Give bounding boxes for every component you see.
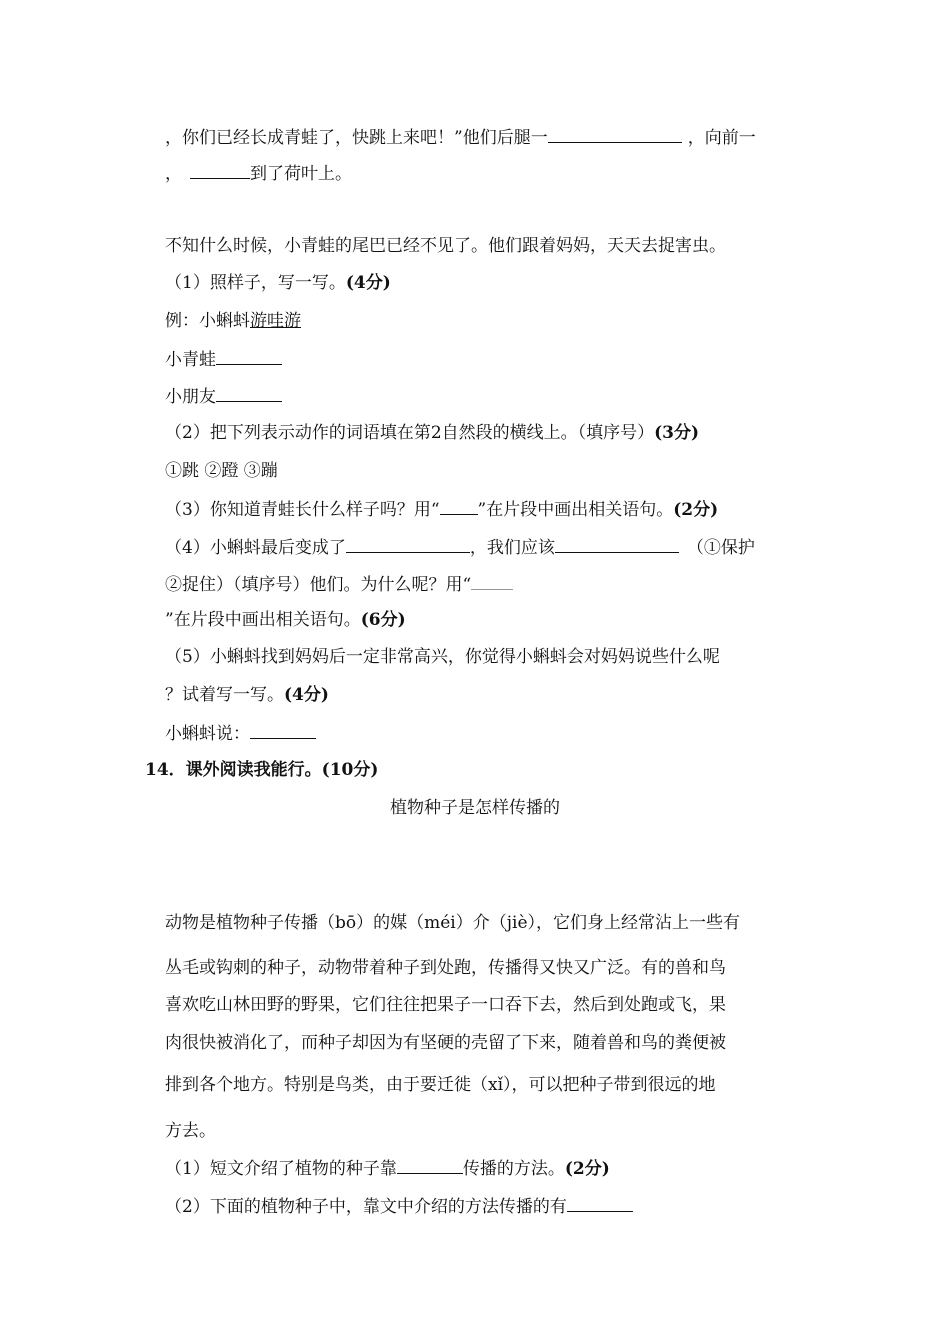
answer-blank[interactable] <box>190 160 250 179</box>
answer-blank[interactable] <box>250 720 316 739</box>
article-line-5: 排到各个地方。特别是鸟类，由于要迁徙（xǐ），可以把种子带到很远的地 <box>165 1075 716 1095</box>
score: (2分) <box>564 1159 610 1179</box>
fill-line-say <box>165 720 316 746</box>
fill-line-frog <box>165 346 282 372</box>
question-14-2 <box>165 1193 633 1219</box>
question-text: （4）小蝌蚪最后变成了 <box>165 538 346 558</box>
options-line <box>165 459 278 483</box>
article-line-1: 动物是植物种子传播（bō）的媒（méi）介（jiè），它们身上经常沾上一些有 <box>165 913 741 933</box>
answer-blank[interactable] <box>216 383 282 402</box>
question-13-4 <box>165 534 755 560</box>
item-label: 小朋友 <box>165 387 216 407</box>
score: (10分) <box>321 760 379 780</box>
answer-blank[interactable] <box>216 346 282 365</box>
example-answer: 游哇游 <box>250 311 301 331</box>
question-text: ②捉住）（填序号）他们。为什么呢？用“ <box>165 575 472 595</box>
question-text: ？试着写一写。 <box>165 685 284 705</box>
passage-line-3 <box>165 234 726 258</box>
underline-sample <box>471 571 513 590</box>
passage-text: ，向前一 <box>687 128 756 148</box>
question-13-3 <box>165 496 718 522</box>
question-text: （5）小蝌蚪找到妈妈后一定非常高兴，你觉得小蝌蚪会对妈妈说些什么呢 <box>165 647 720 667</box>
answer-blank[interactable] <box>555 534 679 553</box>
score: (4分) <box>345 273 391 293</box>
example-line <box>165 309 301 333</box>
answer-blank[interactable] <box>548 124 682 143</box>
score: (2分) <box>673 500 719 520</box>
question-text: （2）下面的植物种子中，靠文中介绍的方法传播的有 <box>165 1197 567 1217</box>
question-13-4-cont <box>165 571 513 597</box>
passage-text: ，你们已经长成青蛙了，快跳上来吧！”他们后腿一 <box>165 128 548 148</box>
item-label: 小蝌蚪说： <box>165 724 250 744</box>
question-text: （2）把下列表示动作的词语填在第2自然段的横线上。（填序号） <box>165 423 655 443</box>
question-text: （3）你知道青蛙长什么样子吗？用“ <box>165 500 440 520</box>
question-13-1 <box>165 271 391 295</box>
score: (3分) <box>654 423 700 443</box>
answer-blank[interactable] <box>567 1193 633 1212</box>
article-line-2: 丛毛或钩刺的种子，动物带着种子到处跑，传播得又快又广泛。有的兽和鸟 <box>165 958 726 978</box>
options-text: ①跳 ②蹬 ③蹦 <box>165 461 278 481</box>
question-13-5 <box>165 645 720 669</box>
question-14-heading <box>145 758 378 782</box>
article-line-3: 喜欢吃山林田野的野果，它们往往把果子一口吞下去，然后到处跑或飞，果 <box>165 995 726 1015</box>
question-13-4-cont2 <box>165 608 406 632</box>
question-13-5-cont <box>165 683 329 707</box>
example-prefix: 例：小蝌蚪 <box>165 311 250 331</box>
article-line-4: 肉很快被消化了，而种子却因为有坚硬的壳留了下来，随着兽和鸟的粪便被 <box>165 1033 726 1053</box>
question-text: （①保护 <box>686 538 755 558</box>
passage-text: ， <box>165 164 182 184</box>
item-label: 小青蛙 <box>165 350 216 370</box>
question-text: ”在片段中画出相关语句。 <box>477 500 674 520</box>
score: (4分) <box>284 685 329 705</box>
question-text: ，我们应该 <box>469 538 555 558</box>
question-text: （1）照样子，写一写。 <box>165 273 346 293</box>
underline-sample <box>440 496 478 515</box>
score: (6分) <box>360 610 406 630</box>
passage-text: 到了荷叶上。 <box>250 164 352 184</box>
question-heading: 14．课外阅读我能行。 <box>145 760 322 780</box>
fill-line-friend <box>165 383 282 409</box>
question-text: （1）短文介绍了植物的种子靠 <box>165 1159 397 1179</box>
passage-line-2 <box>165 160 352 186</box>
passage-text: 不知什么时候，小青蛙的尾巴已经不见了。他们跟着妈妈，天天去捉害虫。 <box>165 236 726 256</box>
question-text: 传播的方法。 <box>462 1159 565 1179</box>
answer-blank[interactable] <box>346 534 470 553</box>
article-title: 植物种子是怎样传播的 <box>390 798 560 818</box>
answer-blank[interactable] <box>397 1155 463 1174</box>
question-text: ”在片段中画出相关语句。 <box>165 610 361 630</box>
article-line-6: 方去。 <box>165 1121 216 1141</box>
passage-line-1 <box>165 124 756 150</box>
question-14-1 <box>165 1155 610 1181</box>
question-13-2 <box>165 421 699 445</box>
